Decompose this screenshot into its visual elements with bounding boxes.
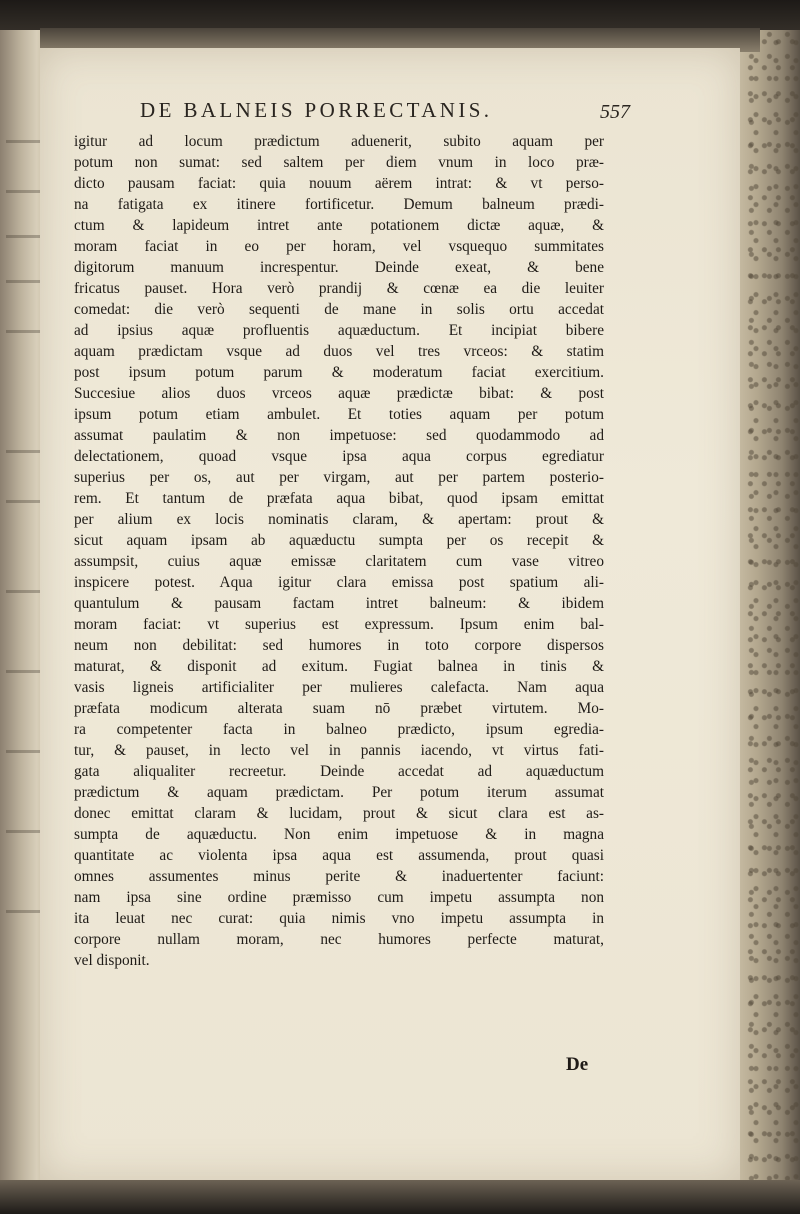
running-title: DE BALNEIS PORRECTANIS. (140, 98, 493, 122)
text-line: ita leuat nec curat: quia nimis vno impetu assumpta in (74, 910, 604, 927)
text-line: superius per os, aut per virgam, aut per partem posterio- (74, 469, 604, 486)
text-line: ipsum potum etiam ambulet. Et toties aquam per potum (74, 406, 604, 423)
text-line: neum non debilitat: sed humores in toto corpore dispersos (74, 637, 604, 654)
text-line: dicto pausam faciat: quia nouum aërem intrat: & vt perso- (74, 175, 604, 192)
text-line: rem. Et tantum de præfata aqua bibat, quod ipsam emittat (74, 490, 604, 507)
body-text (74, 131, 604, 971)
text-line: inspicere potest. Aqua igitur clara emissa post spatium ali- (74, 574, 604, 591)
page-number: 557 (600, 101, 630, 123)
text-line: digitorum manuum increspentur. Deinde exeat, & bene (74, 259, 604, 276)
text-line: donec emittat claram & lucidam, prout & sicut clara est as- (74, 805, 604, 822)
text-line: corpore nullam moram, nec humores perfecte maturat, (74, 931, 604, 948)
text-line: igitur ad locum prædictum aduenerit, subito aquam per (74, 133, 604, 150)
text-line: tur, & pauset, in lecto vel in pannis iacendo, vt virtus fati- (74, 742, 604, 759)
text-line: maturat, & disponit ad exitum. Fugiat balnea in tinis & (74, 658, 604, 675)
text-line: sumpta de aquæductu. Non enim impetuose & in magna (74, 826, 604, 843)
text-line: quantulum & pausam factam intret balneum: & ibidem (74, 595, 604, 612)
text-line: moram faciat: vt superius est expressum. Ipsum enim bal- (74, 616, 604, 633)
text-line: na fatigata ex itinere fortificetur. Demum balneum prædi- (74, 196, 604, 213)
scanner-bed-bottom (0, 1180, 800, 1214)
text-line: Succesiue alios duos vrceos aquæ prædictæ bibat: & post (74, 385, 604, 402)
text-line: ad ipsius aquæ profluentis aquæductum. Et incipiat bibere (74, 322, 604, 339)
text-line: delectationem, quoad vsque ipsa aqua corpus egrediatur (74, 448, 604, 465)
text-line: quantitate ac violenta ipsa aqua est assumenda, prout quasi (74, 847, 604, 864)
catchword: De (566, 1054, 589, 1075)
text-line: fricatus pauset. Hora verò prandij & cœnæ ea die leuiter (74, 280, 604, 297)
text-line: comedat: die verò sequenti de mane in solis ortu accedat (74, 301, 604, 318)
text-line: omnes assumentes minus perite & inaduertenter faciunt: (74, 868, 604, 885)
text-line: post ipsum potum parum & moderatum faciat exercitium. (74, 364, 604, 381)
text-line: præfata modicum alterata suam nō præbet virtutem. Mo- (74, 700, 604, 717)
text-line: assumpsit, cuius aquæ emissæ claritatem cum vase vitreo (74, 553, 604, 570)
text-line: ra competenter facta in balneo prædicto, ipsum egredia- (74, 721, 604, 738)
text-line: assumat paulatim & non impetuose: sed quodammodo ad (74, 427, 604, 444)
text-line: gata aliqualiter recreetur. Deinde accedat ad aquæductum (74, 763, 604, 780)
text-line: nam ipsa sine ordine præmisso cum impetu assumpta non (74, 889, 604, 906)
text-line: prædictum & aquam prædictam. Per potum iterum assumat (74, 784, 604, 801)
text-line: sicut aquam ipsam ab aquæductu sumpta per os recepit & (74, 532, 604, 549)
text-line: aquam prædictam vsque ad duos vel tres vrceos: & statim (74, 343, 604, 360)
text-line: ctum & lapideum intret ante potationem dictæ aquæ, & (74, 217, 604, 234)
text-line: vasis ligneis artificialiter per mulieres calefacta. Nam aqua (74, 679, 604, 696)
text-line: per alium ex locis nominatis claram, & apertam: prout & (74, 511, 604, 528)
text-line: moram faciat in eo per horam, vel vsquequo summitates (74, 238, 604, 255)
text-line: vel disponit. (74, 952, 150, 969)
text-line: potum non sumat: sed saltem per diem vnum in loco præ- (74, 154, 604, 171)
